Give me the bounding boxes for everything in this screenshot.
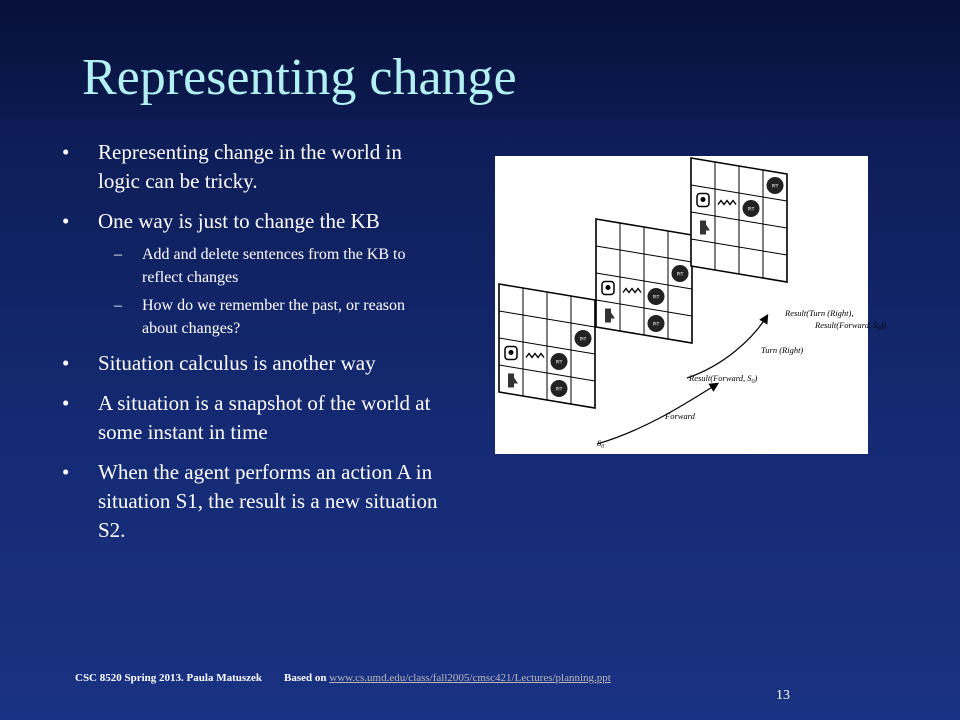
bullet-text: One way is just to change the KB: [98, 209, 380, 233]
wumpus-face-icon: [606, 285, 611, 290]
bullet-item: [62, 349, 442, 378]
wumpus-boards-diagram: [495, 156, 887, 454]
bullet-dot-icon: •: [62, 351, 70, 375]
pit-label: PIT: [555, 360, 563, 366]
situation-calculus-figure: [495, 156, 887, 454]
wumpus-board: [691, 158, 787, 282]
pit-label: PIT: [652, 295, 660, 301]
label-s0: $S_0$: [597, 438, 605, 450]
pit-label: PIT: [676, 272, 684, 278]
bullet-text: A situation is a snapshot of the world at some instant in time: [98, 391, 431, 444]
wumpus-face-icon: [509, 350, 514, 355]
sub-bullet-item: [62, 243, 442, 289]
pit-label: PIT: [771, 184, 779, 190]
bullet-item: [62, 138, 442, 196]
label-result-turn-2: Result(Forward, $S_0$)): [815, 320, 887, 332]
turn-right-arrow: [687, 316, 767, 378]
sub-bullet-item: [62, 294, 442, 340]
label-result-turn-1: Result(Turn (Right),: [785, 308, 854, 318]
sub-bullet-text: Add and delete sentences from the KB to reflect changes: [142, 246, 406, 286]
bullet-item: [62, 389, 442, 447]
footer-based-on: Based on: [284, 672, 327, 684]
bullet-dot-icon: •: [62, 391, 70, 415]
boards-group: [499, 158, 787, 408]
bullet-text: When the agent performs an action A in situation S1, the result is a new situation S2.: [98, 460, 438, 542]
bullet-list: [62, 138, 442, 556]
bullet-item: [62, 458, 442, 545]
footer: [75, 672, 611, 684]
wumpus-board: [499, 284, 595, 408]
footer-course: CSC 8520 Spring 2013. Paula Matuszek: [75, 672, 263, 684]
pit-label: PIT: [747, 207, 755, 213]
slide-title: Representing change: [82, 49, 517, 106]
label-turn-right: Turn (Right): [761, 345, 804, 355]
wumpus-board: [596, 219, 692, 343]
pit-label: PIT: [555, 387, 563, 393]
footer-source-link[interactable]: www.cs.umd.edu/class/fall2005/cmsc421/Lectures/planning.ppt: [329, 672, 611, 684]
dash-icon: –: [114, 246, 122, 263]
bullet-dot-icon: •: [62, 460, 70, 484]
bullet-text: Situation calculus is another way: [98, 351, 376, 375]
sub-bullet-text: How do we remember the past, or reason about changes?: [142, 297, 406, 337]
bullet-dot-icon: •: [62, 140, 70, 164]
label-forward: Forward: [665, 411, 695, 421]
page-number: 13: [776, 688, 790, 703]
bullet-item: [62, 207, 442, 236]
wumpus-face-icon: [701, 197, 706, 202]
pit-label: PIT: [579, 337, 587, 343]
pit-label: PIT: [652, 322, 660, 328]
forward-arrow: [597, 384, 717, 444]
label-result-forward: Result(Forward, $S_0$): [689, 373, 758, 385]
bullet-text: Representing change in the world in logic can be tricky.: [98, 140, 402, 193]
bullet-dot-icon: •: [62, 209, 70, 233]
dash-icon: –: [114, 297, 122, 314]
